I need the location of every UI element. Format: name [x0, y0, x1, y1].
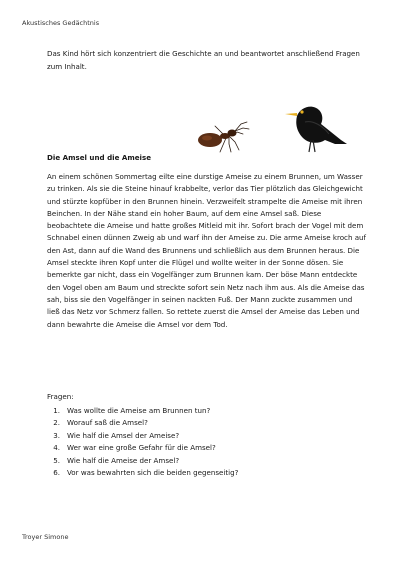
ant-icon: [198, 122, 249, 152]
question-number: 4.: [53, 443, 60, 453]
question-text: Wie half die Amsel der Ameise?: [67, 430, 180, 440]
question-item: [47, 430, 238, 442]
question-item: [47, 405, 238, 417]
story-illustration: [185, 100, 355, 156]
question-text: Wer war eine große Gefahr für die Amsel?: [67, 443, 216, 453]
question-text: Was wollte die Ameise am Brunnen tun?: [67, 406, 211, 415]
story-title: Die Amsel und die Ameise: [47, 153, 152, 162]
question-item: [47, 442, 238, 454]
question-item: [47, 467, 238, 479]
story-body: [47, 171, 367, 331]
question-item: [47, 417, 238, 429]
questions-list: [47, 405, 238, 479]
question-item: [47, 455, 238, 467]
question-text: Worauf saß die Amsel?: [67, 418, 148, 428]
intro-text: Das Kind hört sich konzentriert die Geschichte an und beantwortet anschließend Fragen zum Inhalt.: [47, 49, 360, 71]
question-number: 5.: [53, 455, 60, 465]
story-text: An einem schönen Sommertag eilte eine durstige Ameise zu einem Brunnen, um Wasser zu trinken. Als sie die Steine hinauf krabbelte, verlor das Tier plötzlich das Gleichgewicht und stürzte kopfüber in den Brunnen hinein. Verzweifelt strampelte die Ameise mit ihren Beinchen. In der Nähe stand ein hoher Baum, auf dem eine Amsel saß. Diese beobachtete die Ameise und hatte großes Mitleid mit ihr. Sofort brach der Vogel mit dem Schnabel einen dünnen Zweig ab und warf ihn der Ameise zu. Die arme Ameise kroch auf den Ast, dann auf die Wand des Brunnens und schließlich aus dem Brunnen heraus. Die Amsel steckte ihren Kopf unter die Flügel und wollte weiter in der Sonne dösen. Sie bemerkte gar nicht, dass ein Vogelfänger zum Brunnen kam. Der böse Mann entdeckte den Vogel oben am Baum und streckte sofort sein Netz nach ihm aus. Als die Ameise das sah, biss sie den Vogelfänger in seinen nackten Fuß. Der Mann zuckte zusammen und ließ das Netz vor Schmerz fallen. So rettete zuerst die Amsel der Ameise das Leben und dann bewahrte die Ameise die Amsel vor dem Tod.: [47, 172, 367, 329]
question-number: 1.: [53, 406, 60, 415]
page-footer: Troyer Simone: [22, 533, 69, 541]
blackbird-icon: [285, 107, 347, 152]
question-number: 2.: [53, 418, 60, 428]
questions-label: Fragen:: [47, 392, 74, 401]
question-text: Wie half die Ameise der Amsel?: [67, 455, 180, 465]
question-number: 3.: [53, 430, 60, 440]
page-header: Akustisches Gedächtnis: [22, 19, 100, 27]
question-number: 6.: [53, 468, 60, 478]
question-text: Vor was bewahrten sich die beiden gegenseitig?: [67, 468, 239, 478]
